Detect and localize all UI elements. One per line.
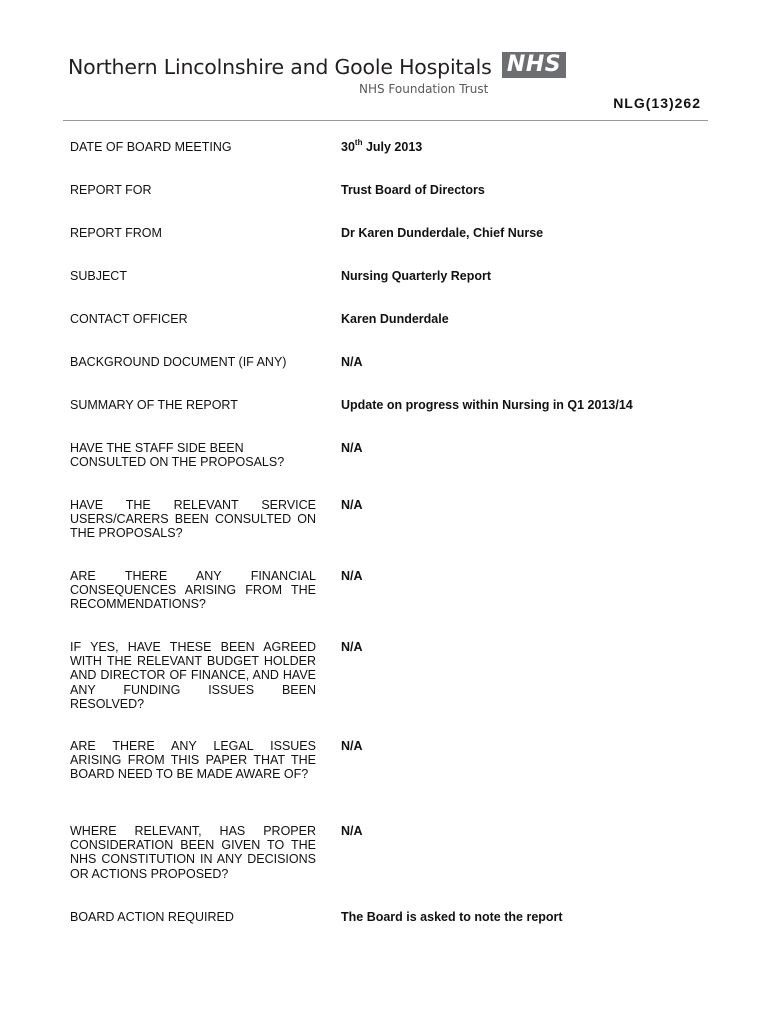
row-label: SUMMARY OF THE REPORT (70, 398, 238, 412)
nhs-logo: NHS (502, 52, 566, 78)
document-reference: NLG(13)262 (613, 95, 701, 111)
meeting-month-year: July 2013 (362, 140, 423, 154)
row-value: N/A (341, 739, 363, 753)
row-label: IF YES, HAVE THESE BEEN AGREED WITH THE RELEVANT BUDGET HOLDER AND DIRECTOR OF FINANCE, AND HAVE ANY FUNDING ISSUES BEEN RESOLVED? (70, 640, 316, 711)
row-value: Update on progress within Nursing in Q1 2013/14 (341, 398, 633, 412)
header-divider (63, 120, 708, 121)
row-value: N/A (341, 824, 363, 838)
row-label: ARE THERE ANY LEGAL ISSUES ARISING FROM THIS PAPER THAT THE BOARD NEED TO BE MADE AWARE OF? (70, 739, 316, 782)
meeting-day: 30 (341, 140, 355, 154)
row-label: BOARD ACTION REQUIRED (70, 910, 234, 924)
row-value: N/A (341, 441, 363, 455)
row-value: N/A (341, 569, 363, 583)
row-label: DATE OF BOARD MEETING (70, 140, 232, 154)
organisation-name: Northern Lincolnshire and Goole Hospitals (68, 55, 492, 79)
foundation-trust-name: NHS Foundation Trust (359, 82, 489, 96)
meeting-day-suffix: th (354, 137, 363, 147)
row-value: The Board is asked to note the report (341, 910, 563, 924)
row-label: HAVE THE RELEVANT SERVICE USERS/CARERS BEEN CONSULTED ON THE PROPOSALS? (70, 498, 316, 541)
row-value: Nursing Quarterly Report (341, 269, 492, 283)
row-label: REPORT FOR (70, 183, 152, 197)
row-value: N/A (341, 640, 363, 654)
row-label: HAVE THE STAFF SIDE BEEN CONSULTED ON THE PROPOSALS? (70, 441, 285, 470)
row-value: Trust Board of Directors (341, 183, 485, 197)
row-label: SUBJECT (70, 269, 127, 283)
row-value: N/A (341, 355, 363, 369)
row-value: Karen Dunderdale (341, 312, 449, 326)
row-label: WHERE RELEVANT, HAS PROPER CONSIDERATION BEEN GIVEN TO THE NHS CONSTITUTION IN ANY DECISIONS OR ACTIONS PROPOSED? (70, 824, 316, 881)
row-value: Dr Karen Dunderdale, Chief Nurse (341, 226, 544, 240)
row-label: BACKGROUND DOCUMENT (IF ANY) (70, 355, 287, 369)
row-label: ARE THERE ANY FINANCIAL CONSEQUENCES ARISING FROM THE RECOMMENDATIONS? (70, 569, 316, 612)
row-label: REPORT FROM (70, 226, 162, 240)
row-value: N/A (341, 498, 363, 512)
row-label: CONTACT OFFICER (70, 312, 188, 326)
letterhead (68, 52, 568, 98)
row-value (341, 137, 423, 154)
